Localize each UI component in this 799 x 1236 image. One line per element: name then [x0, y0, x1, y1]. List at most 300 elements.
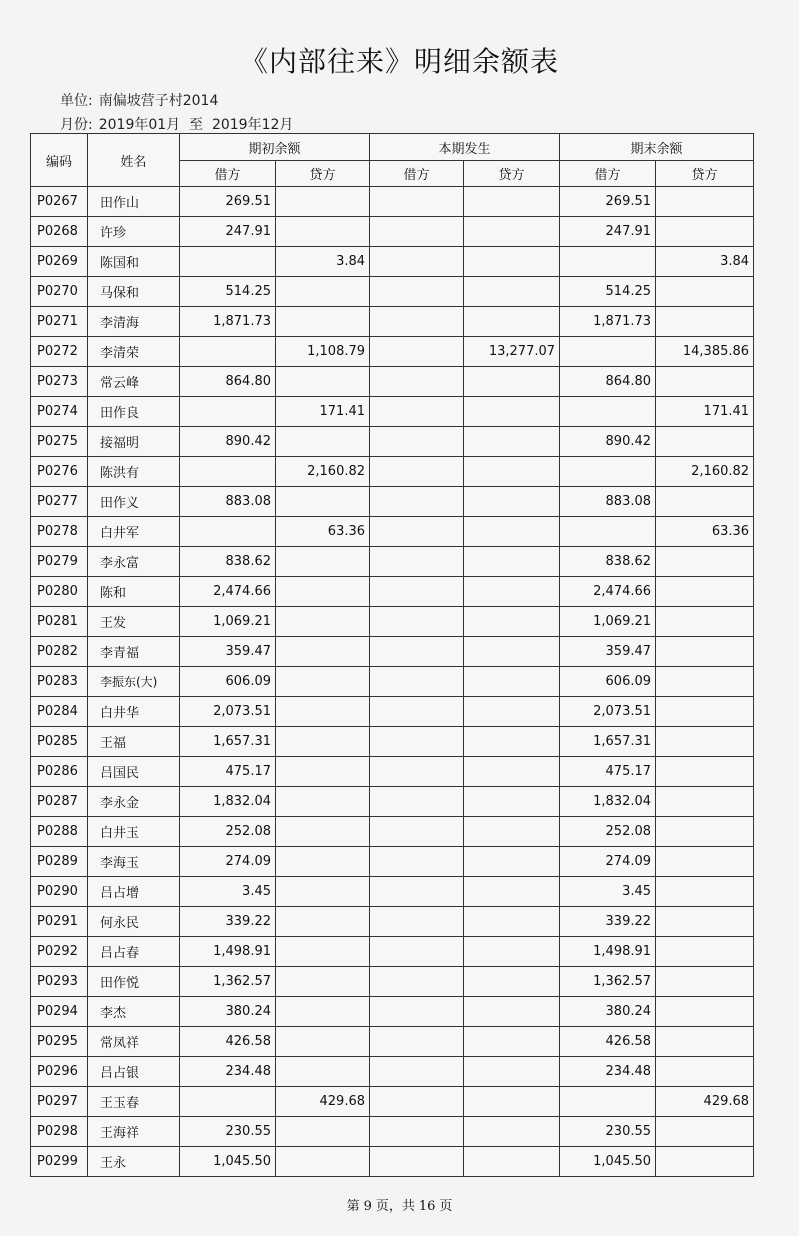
row-name: 王发 [88, 607, 180, 637]
header-closing-debit: 借方 [560, 161, 656, 187]
closing-credit [656, 997, 754, 1027]
closing-credit [656, 277, 754, 307]
closing-credit [656, 967, 754, 997]
current-debit [370, 517, 464, 547]
current-debit [370, 277, 464, 307]
header-current-debit: 借方 [370, 161, 464, 187]
opening-credit [276, 877, 370, 907]
table-row [31, 217, 754, 247]
current-debit [370, 997, 464, 1027]
row-name: 李清荣 [88, 337, 180, 367]
opening-debit: 1,069.21 [180, 607, 276, 637]
row-name: 何永民 [88, 907, 180, 937]
closing-credit [656, 847, 754, 877]
closing-debit: 359.47 [560, 637, 656, 667]
current-debit [370, 247, 464, 277]
closing-debit: 269.51 [560, 187, 656, 217]
current-debit [370, 367, 464, 397]
closing-debit: 1,069.21 [560, 607, 656, 637]
opening-debit: 838.62 [180, 547, 276, 577]
closing-credit [656, 367, 754, 397]
row-name: 李杰 [88, 997, 180, 1027]
row-name: 陈国和 [88, 247, 180, 277]
header-current: 本期发生 [370, 134, 560, 161]
current-credit [464, 997, 560, 1027]
row-code: P0270 [31, 277, 88, 307]
opening-debit: 514.25 [180, 277, 276, 307]
opening-debit: 1,871.73 [180, 307, 276, 337]
current-debit [370, 907, 464, 937]
header-closing: 期末余额 [560, 134, 754, 161]
current-credit [464, 547, 560, 577]
row-code: P0267 [31, 187, 88, 217]
opening-debit: 1,657.31 [180, 727, 276, 757]
closing-credit: 429.68 [656, 1087, 754, 1117]
footer-suffix: 页 [439, 1199, 453, 1214]
row-name: 王福 [88, 727, 180, 757]
current-debit [370, 427, 464, 457]
row-code: P0280 [31, 577, 88, 607]
table-row [31, 1057, 754, 1087]
current-credit [464, 487, 560, 517]
current-debit [370, 547, 464, 577]
opening-credit [276, 817, 370, 847]
header-code: 编码 [31, 134, 88, 187]
table-row [31, 337, 754, 367]
closing-credit [656, 1027, 754, 1057]
table-row [31, 847, 754, 877]
closing-debit: 274.09 [560, 847, 656, 877]
opening-credit [276, 937, 370, 967]
opening-credit [276, 367, 370, 397]
closing-debit: 230.55 [560, 1117, 656, 1147]
closing-credit [656, 547, 754, 577]
row-code: P0289 [31, 847, 88, 877]
row-name: 白井军 [88, 517, 180, 547]
header-opening: 期初余额 [180, 134, 370, 161]
closing-credit [656, 427, 754, 457]
opening-debit: 234.48 [180, 1057, 276, 1087]
row-code: P0283 [31, 667, 88, 697]
current-credit [464, 367, 560, 397]
opening-debit [180, 337, 276, 367]
table-row [31, 547, 754, 577]
closing-debit [560, 397, 656, 427]
opening-credit [276, 1027, 370, 1057]
table-row [31, 907, 754, 937]
closing-credit [656, 187, 754, 217]
current-credit [464, 607, 560, 637]
current-credit [464, 307, 560, 337]
closing-debit: 1,871.73 [560, 307, 656, 337]
row-name: 田作义 [88, 487, 180, 517]
opening-credit [276, 847, 370, 877]
current-debit [370, 667, 464, 697]
row-code: P0268 [31, 217, 88, 247]
closing-credit [656, 1057, 754, 1087]
row-name: 白井华 [88, 697, 180, 727]
current-credit [464, 877, 560, 907]
table-row [31, 1117, 754, 1147]
report-title: 《内部往来》明细余额表 [239, 45, 559, 78]
table-body [31, 187, 754, 1177]
opening-credit [276, 697, 370, 727]
row-name: 常云峰 [88, 367, 180, 397]
opening-debit [180, 247, 276, 277]
footer-middle: 页，共 [375, 1199, 415, 1214]
opening-credit: 3.84 [276, 247, 370, 277]
opening-debit: 426.58 [180, 1027, 276, 1057]
opening-debit: 475.17 [180, 757, 276, 787]
opening-credit [276, 487, 370, 517]
row-name: 王海祥 [88, 1117, 180, 1147]
current-credit [464, 1027, 560, 1057]
opening-credit [276, 787, 370, 817]
closing-debit: 514.25 [560, 277, 656, 307]
opening-debit: 2,073.51 [180, 697, 276, 727]
row-name: 田作悦 [88, 967, 180, 997]
opening-credit [276, 277, 370, 307]
row-code: P0294 [31, 997, 88, 1027]
period-line [60, 114, 293, 134]
footer-prefix: 第 [346, 1199, 360, 1214]
table-row [31, 757, 754, 787]
closing-credit [656, 937, 754, 967]
current-debit [370, 1087, 464, 1117]
closing-credit [656, 217, 754, 247]
opening-credit: 2,160.82 [276, 457, 370, 487]
header-opening-credit: 贷方 [276, 161, 370, 187]
opening-debit: 359.47 [180, 637, 276, 667]
row-name: 陈和 [88, 577, 180, 607]
opening-debit: 606.09 [180, 667, 276, 697]
current-credit [464, 667, 560, 697]
table-row [31, 637, 754, 667]
current-debit [370, 727, 464, 757]
current-credit [464, 217, 560, 247]
current-debit [370, 757, 464, 787]
closing-credit [656, 307, 754, 337]
closing-debit: 252.08 [560, 817, 656, 847]
row-code: P0293 [31, 967, 88, 997]
table-row [31, 937, 754, 967]
unit-line [60, 90, 218, 110]
opening-debit: 339.22 [180, 907, 276, 937]
opening-credit [276, 307, 370, 337]
table-row [31, 277, 754, 307]
row-code: P0291 [31, 907, 88, 937]
header-current-credit: 贷方 [464, 161, 560, 187]
current-credit [464, 937, 560, 967]
opening-credit: 1,108.79 [276, 337, 370, 367]
closing-credit: 63.36 [656, 517, 754, 547]
row-code: P0272 [31, 337, 88, 367]
current-debit [370, 787, 464, 817]
opening-debit: 864.80 [180, 367, 276, 397]
closing-credit: 2,160.82 [656, 457, 754, 487]
opening-credit [276, 217, 370, 247]
opening-debit [180, 457, 276, 487]
current-debit [370, 817, 464, 847]
row-name: 李永金 [88, 787, 180, 817]
table-row [31, 427, 754, 457]
closing-credit [656, 697, 754, 727]
row-code: P0286 [31, 757, 88, 787]
current-credit [464, 427, 560, 457]
table-row [31, 517, 754, 547]
table-row [31, 667, 754, 697]
closing-debit: 426.58 [560, 1027, 656, 1057]
row-name: 吕国民 [88, 757, 180, 787]
row-code: P0298 [31, 1117, 88, 1147]
current-credit [464, 697, 560, 727]
opening-credit [276, 667, 370, 697]
closing-debit: 475.17 [560, 757, 656, 787]
current-debit [370, 1027, 464, 1057]
opening-debit: 230.55 [180, 1117, 276, 1147]
current-debit [370, 697, 464, 727]
current-credit [464, 1117, 560, 1147]
row-name: 李清海 [88, 307, 180, 337]
current-credit [464, 817, 560, 847]
closing-debit: 1,498.91 [560, 937, 656, 967]
opening-credit [276, 187, 370, 217]
current-debit [370, 607, 464, 637]
header-opening-debit: 借方 [180, 161, 276, 187]
opening-credit [276, 757, 370, 787]
current-credit [464, 247, 560, 277]
closing-credit: 14,385.86 [656, 337, 754, 367]
opening-debit: 269.51 [180, 187, 276, 217]
closing-credit [656, 757, 754, 787]
table-row [31, 1147, 754, 1177]
table-row [31, 1027, 754, 1057]
row-name: 王永 [88, 1147, 180, 1177]
table-row [31, 367, 754, 397]
current-debit [370, 1117, 464, 1147]
closing-credit [656, 1147, 754, 1177]
row-code: P0276 [31, 457, 88, 487]
table-row [31, 967, 754, 997]
closing-debit: 1,045.50 [560, 1147, 656, 1177]
opening-debit: 252.08 [180, 817, 276, 847]
closing-credit [656, 907, 754, 937]
closing-debit: 380.24 [560, 997, 656, 1027]
opening-debit: 380.24 [180, 997, 276, 1027]
row-code: P0296 [31, 1057, 88, 1087]
current-debit [370, 847, 464, 877]
closing-credit [656, 607, 754, 637]
closing-debit: 838.62 [560, 547, 656, 577]
opening-credit [276, 907, 370, 937]
current-debit [370, 307, 464, 337]
table-row [31, 247, 754, 277]
closing-debit: 606.09 [560, 667, 656, 697]
closing-debit: 864.80 [560, 367, 656, 397]
opening-debit: 1,498.91 [180, 937, 276, 967]
opening-credit [276, 1117, 370, 1147]
closing-debit: 1,657.31 [560, 727, 656, 757]
closing-debit [560, 457, 656, 487]
opening-credit [276, 427, 370, 457]
footer-page: 9 [363, 1199, 372, 1214]
closing-debit: 1,832.04 [560, 787, 656, 817]
current-debit [370, 217, 464, 247]
row-name: 田作良 [88, 397, 180, 427]
row-name: 马保和 [88, 277, 180, 307]
closing-debit [560, 517, 656, 547]
opening-debit [180, 517, 276, 547]
period-value: 2019年01月 至 2019年12月 [98, 117, 294, 133]
closing-credit [656, 817, 754, 847]
row-code: P0269 [31, 247, 88, 277]
closing-debit: 890.42 [560, 427, 656, 457]
table-row [31, 817, 754, 847]
closing-credit [656, 727, 754, 757]
row-name: 吕占春 [88, 937, 180, 967]
row-name: 吕占银 [88, 1057, 180, 1087]
opening-credit: 171.41 [276, 397, 370, 427]
closing-credit [656, 637, 754, 667]
table-row [31, 877, 754, 907]
closing-debit: 3.45 [560, 877, 656, 907]
closing-credit: 171.41 [656, 397, 754, 427]
closing-debit: 1,362.57 [560, 967, 656, 997]
row-code: P0290 [31, 877, 88, 907]
table-row [31, 727, 754, 757]
opening-credit [276, 547, 370, 577]
opening-debit: 3.45 [180, 877, 276, 907]
closing-debit: 247.91 [560, 217, 656, 247]
current-debit [370, 187, 464, 217]
row-code: P0287 [31, 787, 88, 817]
opening-debit: 883.08 [180, 487, 276, 517]
current-credit [464, 727, 560, 757]
closing-credit: 3.84 [656, 247, 754, 277]
row-code: P0273 [31, 367, 88, 397]
closing-credit [656, 667, 754, 697]
row-name: 常凤祥 [88, 1027, 180, 1057]
opening-debit: 890.42 [180, 427, 276, 457]
row-code: P0274 [31, 397, 88, 427]
table-row [31, 997, 754, 1027]
closing-credit [656, 877, 754, 907]
table-row [31, 457, 754, 487]
row-name: 李永富 [88, 547, 180, 577]
row-name: 许珍 [88, 217, 180, 247]
closing-debit: 2,073.51 [560, 697, 656, 727]
opening-credit [276, 607, 370, 637]
opening-debit: 1,362.57 [180, 967, 276, 997]
opening-credit: 429.68 [276, 1087, 370, 1117]
row-code: P0277 [31, 487, 88, 517]
header-name: 姓名 [88, 134, 180, 187]
opening-debit: 274.09 [180, 847, 276, 877]
closing-credit [656, 1117, 754, 1147]
current-debit [370, 397, 464, 427]
table-row [31, 307, 754, 337]
period-label: 月份: [60, 117, 93, 133]
closing-debit: 883.08 [560, 487, 656, 517]
row-name: 王玉春 [88, 1087, 180, 1117]
closing-debit [560, 337, 656, 367]
current-credit [464, 1057, 560, 1087]
current-credit [464, 577, 560, 607]
row-name: 李青福 [88, 637, 180, 667]
closing-credit [656, 577, 754, 607]
closing-debit: 339.22 [560, 907, 656, 937]
opening-credit [276, 1057, 370, 1087]
current-credit [464, 517, 560, 547]
row-name: 李振东(大) [88, 667, 180, 697]
opening-debit [180, 397, 276, 427]
current-debit [370, 1057, 464, 1087]
current-debit [370, 937, 464, 967]
current-debit [370, 637, 464, 667]
table-row [31, 1087, 754, 1117]
row-name: 田作山 [88, 187, 180, 217]
current-credit [464, 277, 560, 307]
row-name: 白井玉 [88, 817, 180, 847]
closing-debit [560, 1087, 656, 1117]
opening-credit [276, 997, 370, 1027]
opening-debit: 247.91 [180, 217, 276, 247]
opening-debit: 2,474.66 [180, 577, 276, 607]
row-code: P0282 [31, 637, 88, 667]
closing-debit: 234.48 [560, 1057, 656, 1087]
row-code: P0297 [31, 1087, 88, 1117]
opening-debit: 1,045.50 [180, 1147, 276, 1177]
row-code: P0284 [31, 697, 88, 727]
current-credit [464, 1087, 560, 1117]
current-credit [464, 847, 560, 877]
current-credit [464, 457, 560, 487]
footer-total: 16 [418, 1199, 436, 1214]
header-closing-credit: 贷方 [656, 161, 754, 187]
opening-credit [276, 727, 370, 757]
opening-debit: 1,832.04 [180, 787, 276, 817]
current-debit [370, 487, 464, 517]
table-row [31, 187, 754, 217]
current-debit [370, 337, 464, 367]
row-code: P0279 [31, 547, 88, 577]
row-name: 陈洪有 [88, 457, 180, 487]
row-code: P0278 [31, 517, 88, 547]
current-debit [370, 1147, 464, 1177]
row-code: P0292 [31, 937, 88, 967]
row-code: P0271 [31, 307, 88, 337]
current-credit [464, 637, 560, 667]
table-row [31, 697, 754, 727]
table-row [31, 607, 754, 637]
balance-table [30, 133, 754, 1177]
row-code: P0288 [31, 817, 88, 847]
row-code: P0285 [31, 727, 88, 757]
unit-label: 单位: [60, 93, 93, 109]
current-credit [464, 757, 560, 787]
closing-credit [656, 787, 754, 817]
table-row [31, 487, 754, 517]
row-name: 吕占增 [88, 877, 180, 907]
page-footer [0, 1195, 799, 1214]
opening-credit [276, 967, 370, 997]
closing-credit [656, 487, 754, 517]
opening-debit [180, 1087, 276, 1117]
table-row [31, 397, 754, 427]
closing-debit [560, 247, 656, 277]
opening-credit [276, 637, 370, 667]
row-code: P0299 [31, 1147, 88, 1177]
